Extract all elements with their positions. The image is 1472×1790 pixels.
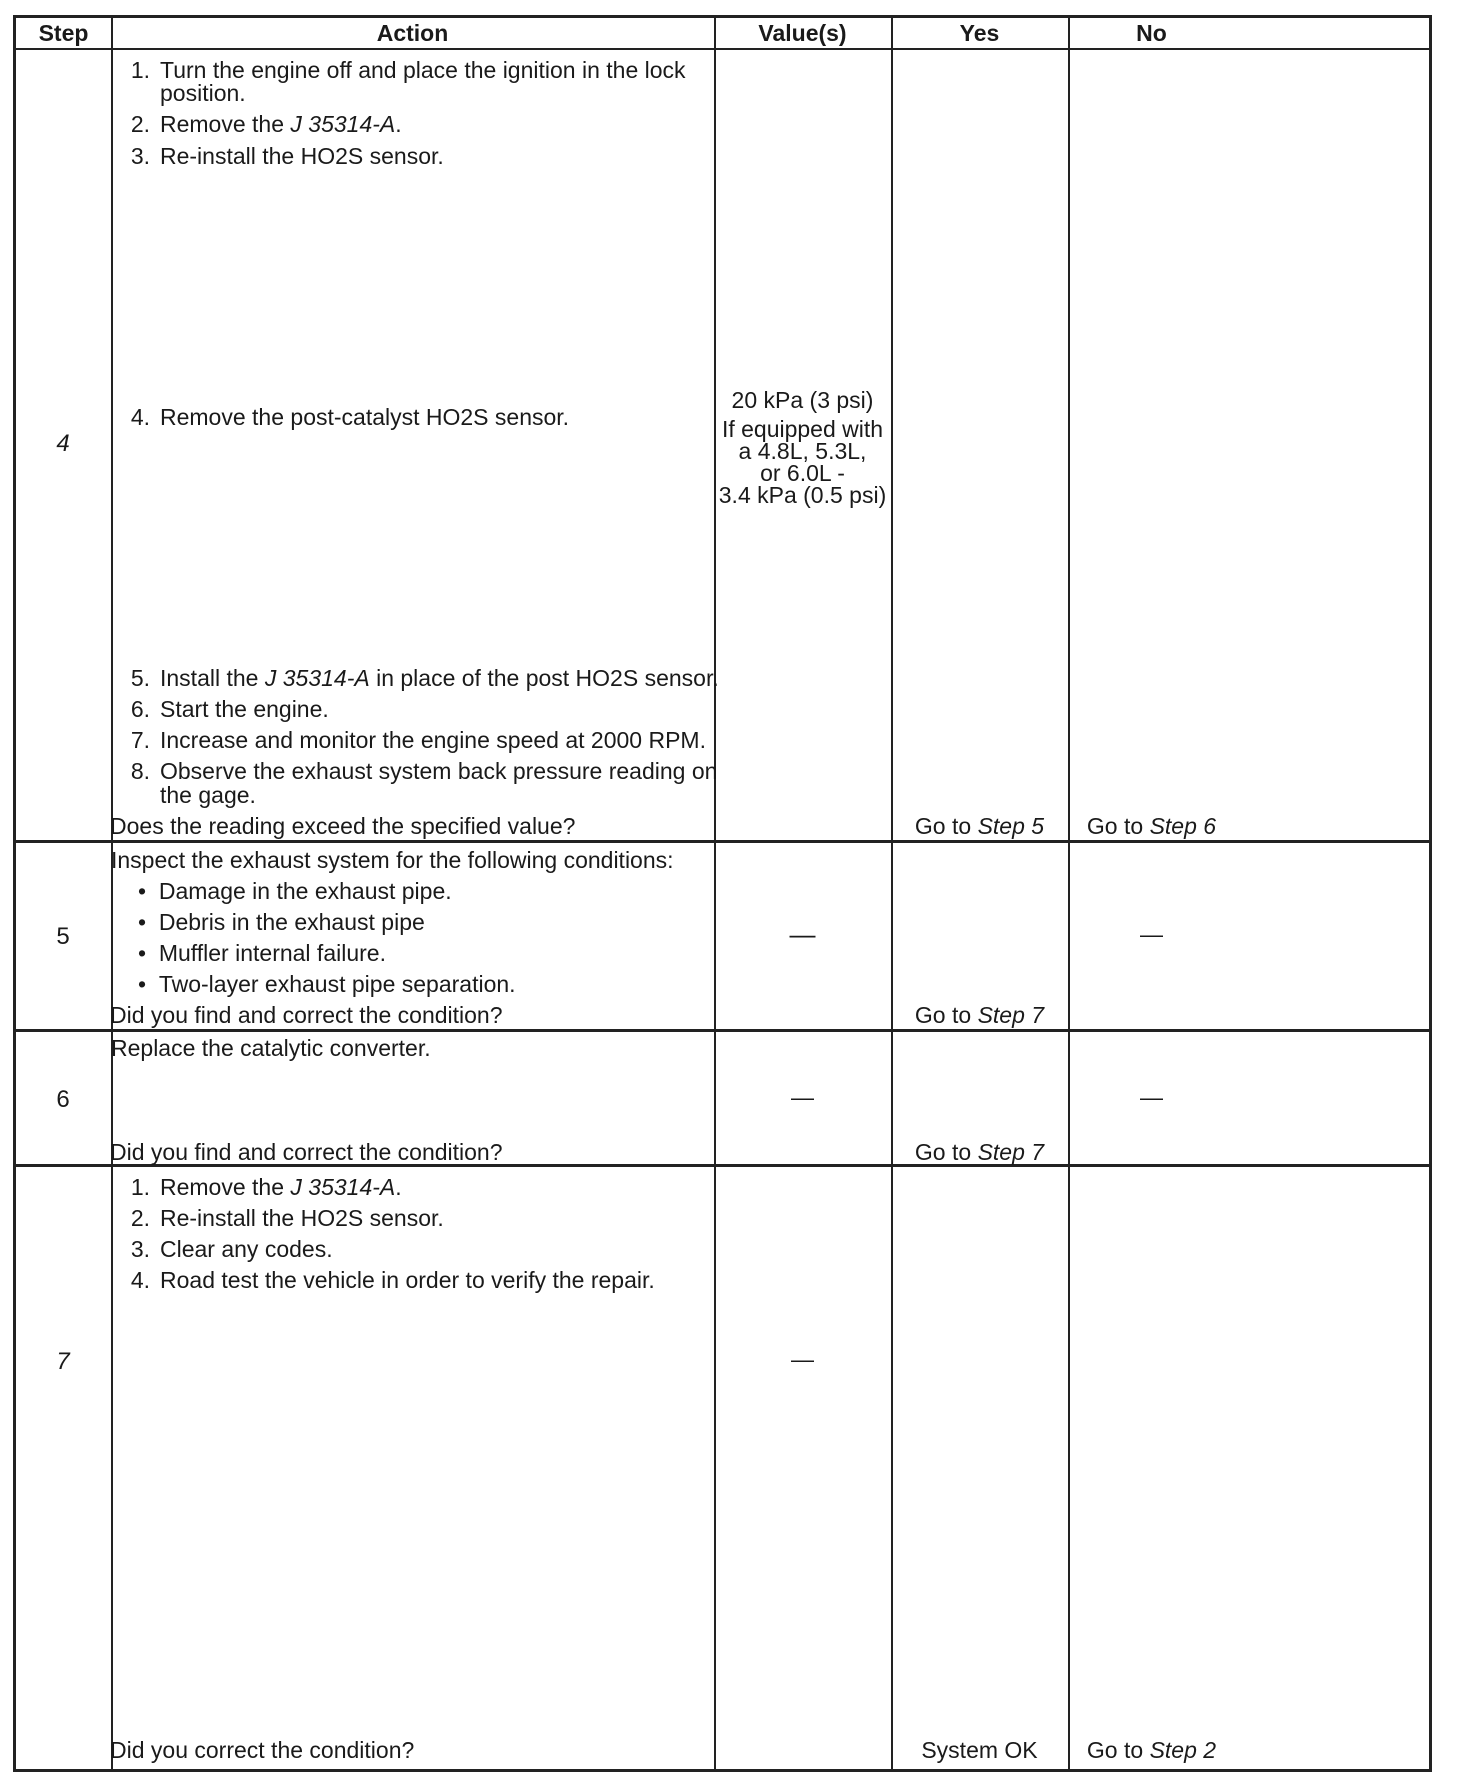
action-text: Replace the catalytic converter. [111,1035,431,1061]
value-note: 3.4 kPa (0.5 psi) [718,482,887,508]
col-divider [714,18,716,1769]
bullet-item: • Muffler internal failure. [138,940,386,966]
col-divider [111,18,113,1769]
header-step: Step [38,20,89,46]
list-number: 2. [130,1205,150,1231]
list-number: 6. [130,696,150,722]
diagnostic-table [13,15,1432,1772]
header-values: Value(s) [758,20,847,46]
yes-result: Go to Step 5 [914,813,1045,839]
action-text: Turn the engine off and place the ignition in the lock [160,57,686,83]
value-dash: — [791,1084,814,1110]
row-divider [16,1029,1429,1032]
action-text: position. [160,80,246,106]
value-note: or 6.0L - [760,460,845,486]
yes-result: Go to Step 7 [914,1002,1045,1028]
value-note: a 4.8L, 5.3L, [738,438,867,464]
action-text: Clear any codes. [160,1236,333,1262]
tool-reference: J 35314-A [290,1174,396,1200]
step-number: 6 [56,1086,70,1113]
value-main: 20 kPa (3 psi) [731,387,874,413]
header-no: No [1136,20,1167,46]
no-dash: — [1140,1084,1163,1110]
action-text: Re-install the HO2S sensor. [160,1205,444,1231]
action-text: the gage. [160,782,256,808]
step-question: Did you find and correct the condition? [110,1002,503,1028]
bullet-item: • Damage in the exhaust pipe. [138,878,452,904]
step-question: Did you correct the condition? [110,1737,415,1763]
list-number: 5. [130,665,150,691]
list-number: 1. [130,1174,150,1200]
tool-reference: J 35314-A [290,111,396,137]
action-text: Increase and monitor the engine speed at 2000 RPM. [160,727,706,753]
action-text: Re-install the HO2S sensor. [160,143,444,169]
action-text: Inspect the exhaust system for the following conditions: [111,847,674,873]
step-number: 4 [56,430,70,457]
list-number: 1. [130,57,150,83]
action-text: Remove the J 35314-A. [160,1174,402,1200]
tool-reference: J 35314-A [264,665,370,691]
yes-result: Go to Step 7 [914,1139,1045,1165]
bullet-item: • Debris in the exhaust pipe [138,909,425,935]
col-divider [891,18,893,1769]
action-text: Remove the J 35314-A. [160,111,402,137]
list-number: 8. [130,758,150,784]
header-yes: Yes [959,20,1000,46]
header-action: Action [376,20,449,46]
step-number: 7 [56,1348,70,1375]
list-number: 4. [130,404,150,430]
step-question: Does the reading exceed the specified value? [110,813,576,839]
step-question: Did you find and correct the condition? [110,1139,503,1165]
action-text: Road test the vehicle in order to verify the repair. [160,1267,655,1293]
list-number: 3. [130,1236,150,1262]
no-result: Go to Step 2 [1086,1737,1217,1763]
list-number: 3. [130,143,150,169]
value-dash: — [789,919,816,949]
action-text: Start the engine. [160,696,329,722]
no-result: Go to Step 6 [1086,813,1217,839]
no-dash: — [1140,921,1163,947]
action-text: Remove the post-catalyst HO2S sensor. [160,404,570,430]
row-divider [16,840,1429,843]
value-note: If equipped with [721,416,884,442]
action-text: Install the J 35314-A in place of the post HO2S sensor. [160,665,719,691]
col-divider [1068,18,1070,1769]
list-number: 7. [130,727,150,753]
yes-result: System OK [921,1737,1038,1763]
header-divider [16,48,1429,50]
list-number: 2. [130,111,150,137]
bullet-item: • Two-layer exhaust pipe separation. [138,971,516,997]
step-number: 5 [56,923,70,950]
list-number: 4. [130,1267,150,1293]
value-dash: — [791,1346,814,1372]
action-text: Observe the exhaust system back pressure reading on [160,758,718,784]
